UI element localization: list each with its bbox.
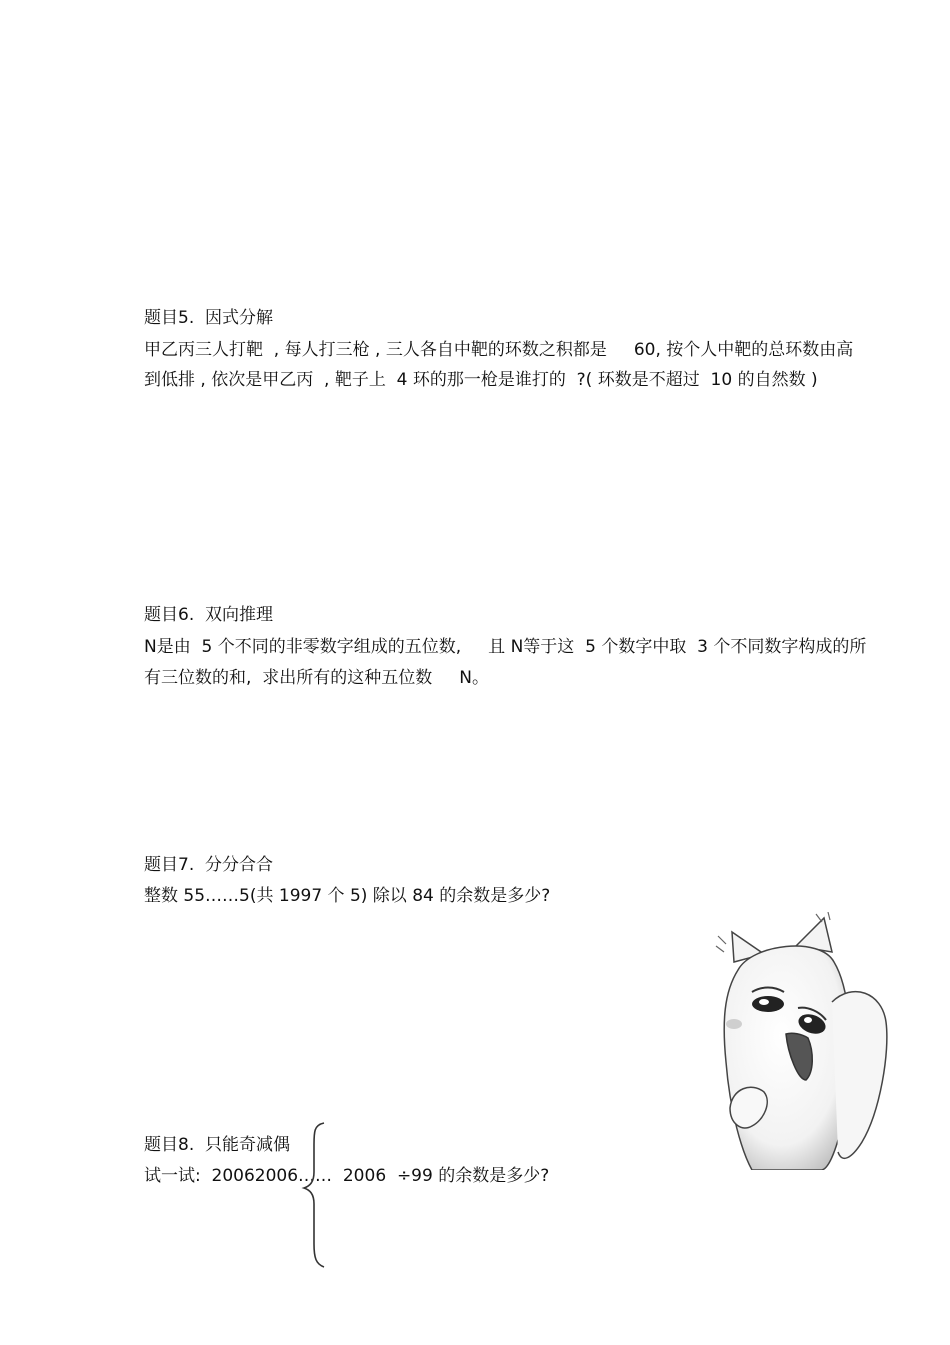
problem-8-title: 题目8. 只能奇减偶 xyxy=(144,1135,291,1155)
problem-7-text-line-1: 整数 55……5(共 1997 个 5) 除以 84 的余数是多少? xyxy=(144,886,551,906)
problem-5-text-line-2: 到低排 , 依次是甲乙丙 , 靶子上 4 环的那一枪是谁打的 ?( 环数是不超过 10 的自然数 ) xyxy=(144,370,818,390)
problem-7-title: 题目7. 分分合合 xyxy=(144,855,274,875)
cartoon-cat-illustration xyxy=(712,912,892,1170)
problem-6-text-line-1: N是由 5 个不同的非零数字组成的五位数, 且 N等于这 5 个数字中取 3 个不同数字构成的所 xyxy=(144,637,867,657)
problem-6-title: 题目6. 双向推理 xyxy=(144,605,274,625)
problem-6-text-line-2: 有三位数的和, 求出所有的这种五位数 N。 xyxy=(144,668,489,688)
problem-8-text-line-1: 试一试: 20062006…… 2006 ÷99 的余数是多少? xyxy=(144,1166,550,1186)
problem-5-text-line-1: 甲乙丙三人打靶 , 每人打三枪 , 三人各自中靶的环数之积都是 60, 按个人中靶的总环数由高 xyxy=(144,340,854,360)
problem-5-title: 题目5. 因式分解 xyxy=(144,308,274,328)
curly-brace-icon xyxy=(300,1120,330,1270)
